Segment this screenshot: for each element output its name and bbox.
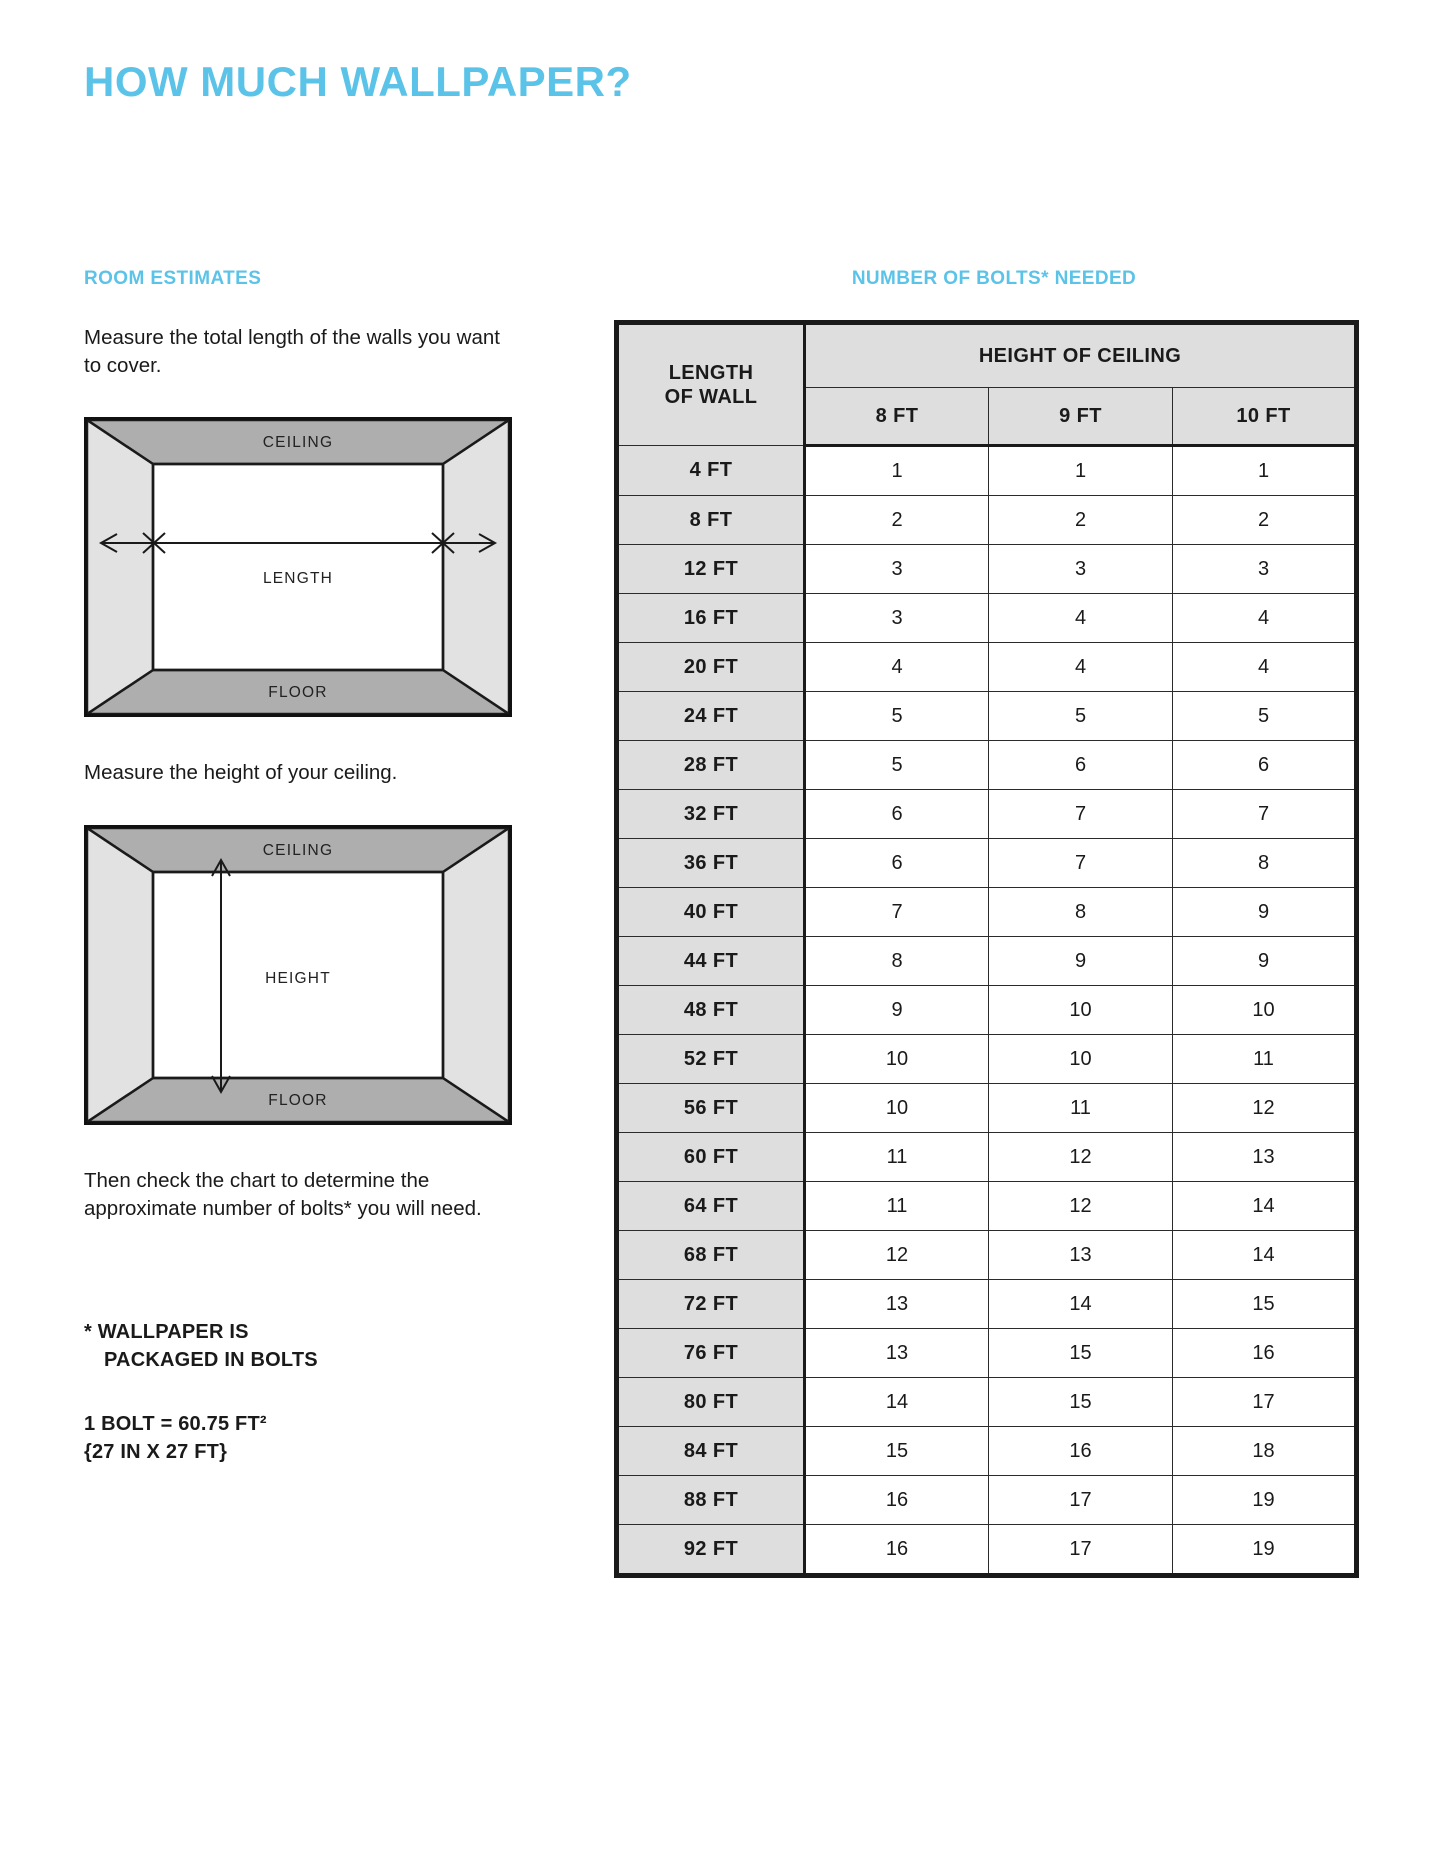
row-bolt-count: 6: [805, 839, 989, 888]
row-length-label: 88 FT: [617, 1476, 805, 1525]
diagram-height-floor-label: FLOOR: [268, 1092, 328, 1110]
row-bolt-count: 5: [989, 692, 1173, 741]
row-length-label: 20 FT: [617, 643, 805, 692]
footnote-line-2: PACKAGED IN BOLTS: [104, 1349, 318, 1372]
row-bolt-count: 14: [1173, 1182, 1357, 1231]
row-bolt-count: 3: [805, 545, 989, 594]
row-bolt-count: 1: [1173, 446, 1357, 496]
table-row: [617, 1084, 1357, 1133]
room-perspective-length-icon: [87, 420, 509, 714]
row-bolt-count: 11: [1173, 1035, 1357, 1084]
room-diagram-length: [84, 417, 512, 717]
row-length-label: 72 FT: [617, 1280, 805, 1329]
row-bolt-count: 14: [805, 1378, 989, 1427]
table-row: [617, 1133, 1357, 1182]
row-bolt-count: 10: [989, 1035, 1173, 1084]
row-length-label: 92 FT: [617, 1525, 805, 1576]
table-row: [617, 1329, 1357, 1378]
row-bolt-count: 3: [1173, 545, 1357, 594]
row-bolt-count: 9: [989, 937, 1173, 986]
row-length-label: 56 FT: [617, 1084, 805, 1133]
row-length-label: 84 FT: [617, 1427, 805, 1476]
header-ceiling-8ft: 8 FT: [805, 388, 989, 446]
row-bolt-count: 5: [805, 741, 989, 790]
table-row: [617, 1231, 1357, 1280]
row-bolt-count: 16: [805, 1476, 989, 1525]
table-row: [617, 1035, 1357, 1084]
instruction-paragraph-2: Measure the height of your ceiling.: [84, 761, 398, 785]
table-row: [617, 790, 1357, 839]
row-bolt-count: 5: [1173, 692, 1357, 741]
header-length-line2: OF WALL: [664, 386, 758, 408]
row-bolt-count: 5: [805, 692, 989, 741]
row-bolt-count: 2: [1173, 496, 1357, 545]
row-bolt-count: 12: [1173, 1084, 1357, 1133]
row-bolt-count: 4: [805, 643, 989, 692]
page-title: HOW MUCH WALLPAPER?: [84, 58, 632, 105]
row-bolt-count: 1: [989, 446, 1173, 496]
diagram-length-center-label: LENGTH: [262, 570, 334, 588]
header-height-of-ceiling: HEIGHT OF CEILING: [805, 323, 1357, 388]
row-bolt-count: 8: [989, 888, 1173, 937]
diagram-length-floor-label: FLOOR: [268, 684, 328, 702]
table-row: [617, 986, 1357, 1035]
row-bolt-count: 6: [1173, 741, 1357, 790]
section-heading-bolts-needed: NUMBER OF BOLTS* NEEDED: [851, 268, 1137, 289]
row-bolt-count: 13: [805, 1280, 989, 1329]
header-ceiling-10ft: 10 FT: [1173, 388, 1357, 446]
header-length-line1: LENGTH: [668, 361, 754, 384]
row-bolt-count: 11: [805, 1133, 989, 1182]
row-length-label: 52 FT: [617, 1035, 805, 1084]
row-bolt-count: 3: [989, 545, 1173, 594]
row-bolt-count: 19: [1173, 1476, 1357, 1525]
row-length-label: 32 FT: [617, 790, 805, 839]
row-bolt-count: 17: [989, 1525, 1173, 1576]
row-bolt-count: 4: [989, 643, 1173, 692]
table-row: [617, 1182, 1357, 1231]
row-bolt-count: 16: [1173, 1329, 1357, 1378]
row-bolt-count: 8: [1173, 839, 1357, 888]
row-bolt-count: 10: [1173, 986, 1357, 1035]
row-bolt-count: 12: [989, 1133, 1173, 1182]
row-bolt-count: 19: [1173, 1525, 1357, 1576]
row-bolt-count: 17: [989, 1476, 1173, 1525]
instruction-paragraph-1: Measure the total length of the walls you want to cover.: [84, 326, 500, 377]
row-bolt-count: 4: [1173, 643, 1357, 692]
row-length-label: 44 FT: [617, 937, 805, 986]
room-estimates-column: [84, 268, 514, 1466]
row-bolt-count: 11: [805, 1182, 989, 1231]
row-bolt-count: 9: [1173, 888, 1357, 937]
table-row: [617, 496, 1357, 545]
row-bolt-count: 11: [989, 1084, 1173, 1133]
row-length-label: 60 FT: [617, 1133, 805, 1182]
row-bolt-count: 15: [1173, 1280, 1357, 1329]
footnote-line-1: * WALLPAPER IS: [84, 1321, 249, 1344]
table-row: [617, 1427, 1357, 1476]
row-bolt-count: 13: [1173, 1133, 1357, 1182]
row-bolt-count: 4: [1173, 594, 1357, 643]
row-bolt-count: 9: [1173, 937, 1357, 986]
row-bolt-count: 12: [989, 1182, 1173, 1231]
room-diagram-height: [84, 825, 512, 1125]
row-bolt-count: 17: [1173, 1378, 1357, 1427]
row-bolt-count: 7: [989, 839, 1173, 888]
row-bolt-count: 4: [989, 594, 1173, 643]
header-ceiling-9ft: 9 FT: [989, 388, 1173, 446]
diagram-length-ceiling-label: CEILING: [262, 434, 334, 452]
table-row: [617, 888, 1357, 937]
diagram-height-center-label: HEIGHT: [265, 970, 331, 988]
row-bolt-count: 14: [1173, 1231, 1357, 1280]
bolt-definition: [84, 1410, 514, 1466]
bolt-definition-dimensions: {27 IN X 27 FT}: [84, 1441, 228, 1464]
bolts-table: [614, 320, 1359, 1578]
row-length-label: 48 FT: [617, 986, 805, 1035]
row-bolt-count: 9: [805, 986, 989, 1035]
row-bolt-count: 7: [989, 790, 1173, 839]
row-bolt-count: 2: [805, 496, 989, 545]
row-length-label: 76 FT: [617, 1329, 805, 1378]
row-bolt-count: 10: [989, 986, 1173, 1035]
row-length-label: 28 FT: [617, 741, 805, 790]
row-length-label: 8 FT: [617, 496, 805, 545]
table-row: [617, 594, 1357, 643]
row-bolt-count: 8: [805, 937, 989, 986]
footnote-wallpaper-bolts: [84, 1318, 514, 1374]
table-row: [617, 741, 1357, 790]
table-row: [617, 937, 1357, 986]
header-length-of-wall: [617, 323, 805, 446]
row-bolt-count: 1: [805, 446, 989, 496]
table-row: [617, 1525, 1357, 1576]
table-row: [617, 692, 1357, 741]
instruction-paragraph-3: Then check the chart to determine the approximate number of bolts* you will need.: [84, 1169, 482, 1220]
row-bolt-count: 14: [989, 1280, 1173, 1329]
bolts-table-column: [614, 268, 1374, 1578]
row-bolt-count: 10: [805, 1035, 989, 1084]
row-bolt-count: 7: [805, 888, 989, 937]
table-row: [617, 446, 1357, 496]
row-bolt-count: 7: [1173, 790, 1357, 839]
row-bolt-count: 13: [805, 1329, 989, 1378]
row-length-label: 64 FT: [617, 1182, 805, 1231]
row-bolt-count: 6: [989, 741, 1173, 790]
row-length-label: 36 FT: [617, 839, 805, 888]
table-row: [617, 643, 1357, 692]
row-bolt-count: 12: [805, 1231, 989, 1280]
bolts-table-body: [617, 446, 1357, 1576]
row-bolt-count: 18: [1173, 1427, 1357, 1476]
row-length-label: 16 FT: [617, 594, 805, 643]
row-bolt-count: 2: [989, 496, 1173, 545]
table-row: [617, 839, 1357, 888]
section-heading-room-estimates: ROOM ESTIMATES: [84, 268, 262, 289]
row-bolt-count: 16: [989, 1427, 1173, 1476]
table-row: [617, 545, 1357, 594]
row-bolt-count: 3: [805, 594, 989, 643]
row-bolt-count: 16: [805, 1525, 989, 1576]
row-bolt-count: 13: [989, 1231, 1173, 1280]
row-bolt-count: 6: [805, 790, 989, 839]
row-bolt-count: 15: [805, 1427, 989, 1476]
table-row: [617, 1476, 1357, 1525]
diagram-height-ceiling-label: CEILING: [262, 842, 334, 860]
row-length-label: 12 FT: [617, 545, 805, 594]
row-length-label: 24 FT: [617, 692, 805, 741]
row-length-label: 4 FT: [617, 446, 805, 496]
table-row: [617, 1280, 1357, 1329]
row-bolt-count: 15: [989, 1378, 1173, 1427]
table-row: [617, 1378, 1357, 1427]
row-bolt-count: 15: [989, 1329, 1173, 1378]
row-length-label: 80 FT: [617, 1378, 805, 1427]
row-length-label: 68 FT: [617, 1231, 805, 1280]
bolts-table-head: [617, 323, 1357, 446]
row-bolt-count: 10: [805, 1084, 989, 1133]
row-length-label: 40 FT: [617, 888, 805, 937]
bolt-definition-area: 1 BOLT = 60.75 FT²: [84, 1413, 267, 1436]
